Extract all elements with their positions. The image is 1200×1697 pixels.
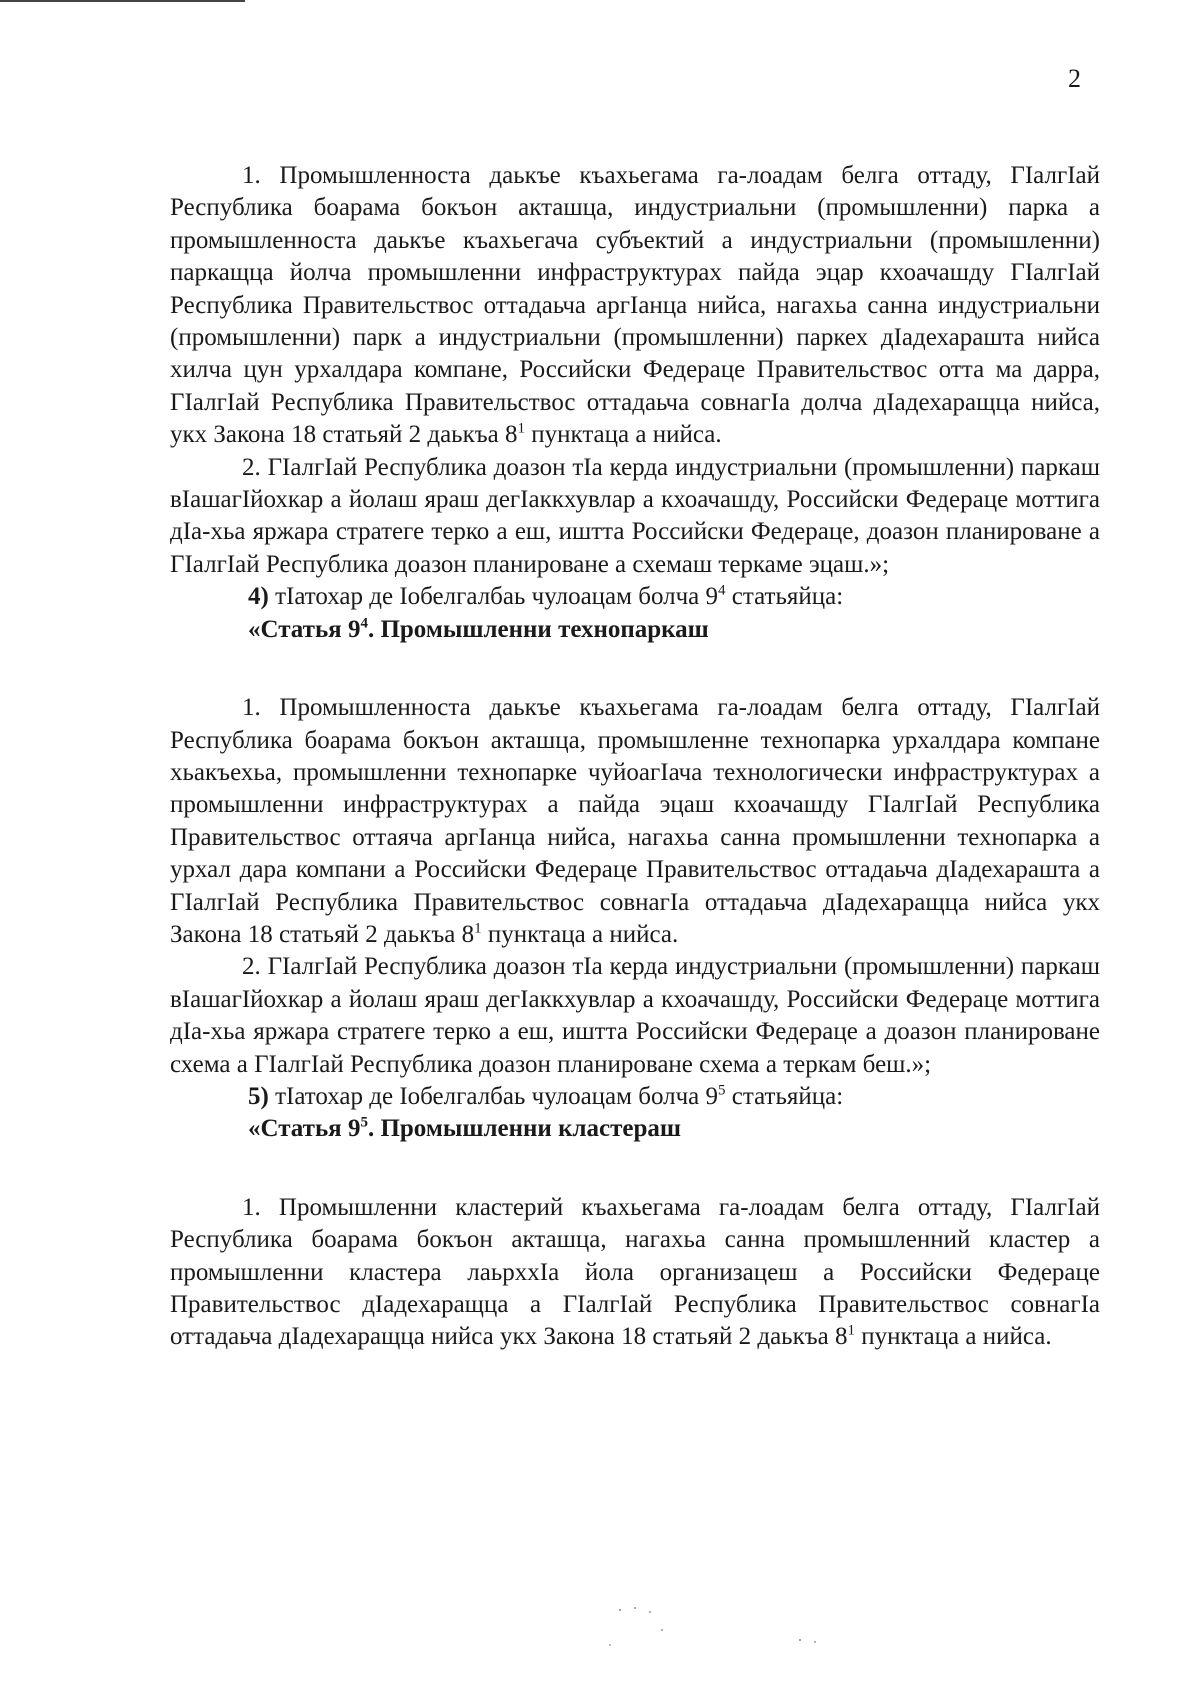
- article-9-4-heading: «Статья $9^4$. Промышленни технопаркаш: [248, 615, 709, 643]
- paragraph-3-1: 1. Промышленни кластерий къахьегама га-лоадам белга оттаду, ГIалгIай Республика боарама бокъон акташца, нагахьа санна промышленний кластер а промышленни кластера лаьрххIа йола организацеш а Российски Федераце Правительствос дIадехаращца а ГIалгIай Республика Правительствос совнагIа оттадаьча дIадехаращца нийса укх Закона 18 статьяй 2 даькъа $8^1$ пунктаца а нийса.: [170, 1193, 1100, 1351]
- paragraph-2-1: 1. Промышленноста даькъе къахьегама га-лоадам белга оттаду, ГIалгIай Республика боарама бокъон акташца, промышленне технопарка урхалдара компане хьакъехьа, промышленни технопарке чуйоагIача технологически инфраструктурах а промышленни инфраструктурах а пайда эцаш кхоачашду ГIалгIай Республика Правительствос оттаяча аргIанца нийса, нагахьа санна промышленни технопарка а урхал дара компани а Российски Федераце Правительствос оттадаьча дIадехараштa а ГIалгIай Республика Правительствос совнагIа оттадаьча дIадехаращца нийса укх Закона 18 статьяй 2 даькъа $8^1$ пунктаца а нийса.: [170, 694, 1100, 948]
- page-number: 2: [1068, 64, 1081, 93]
- spacer: [170, 1146, 1100, 1192]
- list-item-4: 4) тIатохар де Iобелгалбаь чулоацам болча $9^4$ статьяйца:: [248, 582, 844, 611]
- document-body: [170, 160, 1100, 1354]
- spacer: [170, 646, 1100, 692]
- paragraph-1-2: 2. ГIалгIай Республика доазон тIа керда индустриальни (промышленни) паркаш вIашагIйохкар а йолаш яраш дегIаккхувлар а кхоачашду, Российски Федераце моттига дIа-хьа яржара стратеге терко а еш, иштта Российски Федераце, доазон планироване а ГIалгIай Республика доазон планироване а схемаш теркаме эцаш.»;: [170, 453, 1100, 578]
- paragraph-1-1: 1. Промышленноста даькъе къахьегама га-лоадам белга оттаду, ГIалгIай Республика боарама бокъон акташца, индустриальни (промышленни) парка а промышленноста даькъе къахьегача субъектий а индустриальни (промышленни) паркащца йолча промышленни инфраструктурах пайда эцар кхоачашду ГIалгIай Республика Правительствос оттадаьча аргIанца нийса, нагахьа санна индустриальни (промышленни) парк а индустриальни (промышленни) паркех дIадехараштa нийса хилча цун урхалдара компане, Российски Федераце Правительствос отта ма дарра, ГIалгIай Республика Правительствос оттадаьча совнагIа долча дIадехаращца нийса, укх Закона 18 статьяй 2 даькъа $8^1$ пунктаца а нийса.: [170, 162, 1100, 449]
- paragraph-2-2: 2. ГIалгIай Республика доазон тIа керда индустриальни (промышленни) паркаш вIашагIйохкар а йолаш яраш дегIаккхувлар а кхоачашду, Российски Федераце моттига дIа-хьа яржара стратеге терко а еш, иштта Российски Федераце а доазон планироване схема а ГIалгIай Республика доазон планироване схема а теркам беш.»;: [170, 953, 1100, 1078]
- article-9-5-heading: «Статья $9^5$. Промышленни кластераш: [248, 1115, 681, 1143]
- scan-specks: [600, 1600, 900, 1660]
- top-edge-rule: [0, 0, 245, 2]
- list-item-5: 5) тIатохар де Iобелгалбаь чулоацам болча $9^5$ статьяйца:: [248, 1082, 844, 1110]
